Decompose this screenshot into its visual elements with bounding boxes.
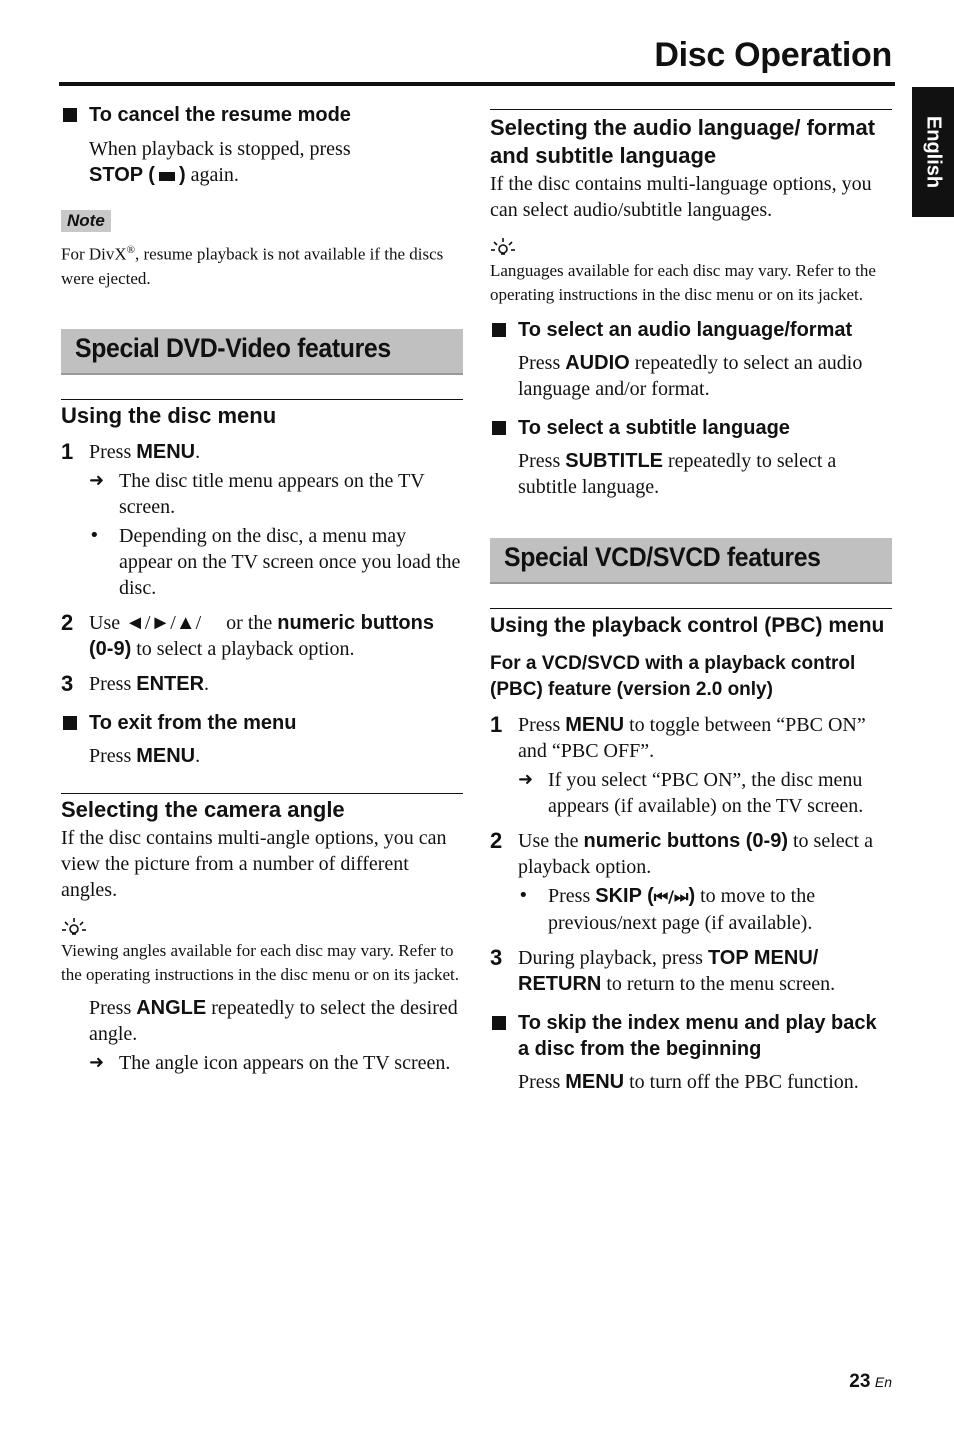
tip-icon	[61, 917, 463, 937]
note-text: For DivX®, resume playback is not available if the discs were ejected.	[61, 244, 444, 288]
square-bullet-icon	[492, 1016, 506, 1030]
audio-language-intro: If the disc contains multi-language options, you can select audio/subtitle languages.	[490, 173, 872, 221]
cancel-resume-text: When playback is stopped, press STOP ( ) again.	[89, 138, 351, 186]
bullet-icon: •	[89, 524, 100, 546]
audio-language-tip: Languages available for each disc may vary. Refer to the operating instructions in the disc menu or on its jacket.	[490, 261, 876, 304]
pbc-step-1-result: ➜ If you select “PBC ON”, the disc menu appears (if available) on the TV screen.	[518, 769, 864, 817]
camera-angle-heading: Selecting the camera angle	[61, 793, 463, 823]
pbc-step-2: 2 Use the numeric buttons (0-9) to select a playback option.	[490, 828, 873, 878]
pbc-step-2-skip: • Press SKIP (⏮/⏭) to move to the previous/next page (if available).	[518, 885, 816, 934]
camera-angle-result: ➜ The angle icon appears on the TV screen.	[89, 1051, 451, 1074]
disc-menu-step-3: 3 Press ENTER.	[61, 670, 210, 696]
square-bullet-icon	[63, 108, 77, 122]
language-tab-label: English	[922, 115, 945, 189]
right-column	[490, 109, 892, 1095]
exit-menu-heading: To exit from the menu	[61, 710, 463, 736]
subtitle-text: Press SUBTITLE repeatedly to select a subtitle language.	[518, 450, 837, 498]
square-bullet-icon	[492, 323, 506, 337]
section-vcd-svcd-title: Special VCD/SVCD features	[504, 542, 821, 572]
section-dvd-video-title: Special DVD-Video features	[75, 332, 391, 363]
disc-menu-heading: Using the disc menu	[61, 399, 463, 429]
disc-menu-step-1-result: ➜ The disc title menu appears on the TV screen.	[89, 469, 425, 518]
camera-angle-tip: Viewing angles available for each disc may vary. Refer to the operating instructions in the disc menu or on its jacket.	[61, 940, 459, 984]
note-box	[61, 210, 463, 232]
subtitle-heading: To select a subtitle language	[490, 415, 892, 441]
section-vcd-svcd-band	[490, 538, 892, 584]
audio-format-text: Press AUDIO repeatedly to select an audio language and/or format.	[518, 352, 863, 400]
left-column	[61, 100, 463, 1076]
pbc-menu-subheading: For a VCD/SVCD with a playback control (PBC) feature (version 2.0 only)	[490, 653, 856, 700]
arrow-icon: ➜	[518, 769, 534, 790]
page-number: 23 En	[849, 1371, 892, 1392]
audio-format-heading: To select an audio language/format	[490, 317, 892, 343]
skip-index-heading: To skip the index menu and play back a disc from the beginning	[490, 1010, 892, 1062]
page-title: Disc Operation	[654, 36, 892, 74]
pbc-step-3: 3 During playback, press TOP MENU/ RETURN to return to the menu screen.	[490, 945, 836, 995]
cancel-resume-heading: To cancel the resume mode	[61, 102, 463, 128]
language-tab	[912, 87, 954, 217]
exit-menu-text: Press MENU.	[89, 744, 201, 767]
tip-icon	[490, 237, 892, 257]
disc-menu-step-1: 1 Press MENU.	[61, 438, 201, 464]
skip-index-text: Press MENU to turn off the PBC function.	[518, 1071, 859, 1093]
audio-language-heading: Selecting the audio language/ format and subtitle language	[490, 109, 892, 170]
section-dvd-video-band	[61, 329, 463, 375]
camera-angle-press: Press ANGLE repeatedly to select the desired angle.	[89, 996, 458, 1045]
bullet-icon: •	[518, 885, 529, 906]
disc-menu-step-1-bullet: • Depending on the disc, a menu may appear on the TV screen once you load the disc.	[89, 524, 461, 599]
square-bullet-icon	[492, 421, 506, 435]
square-bullet-icon	[63, 716, 77, 730]
note-label: Note	[61, 210, 111, 232]
disc-menu-step-2: 2 Use ◄/►/▲/ or the numeric buttons (0-9) to select a playback option.	[61, 609, 434, 660]
title-rule	[59, 82, 895, 86]
stop-icon	[159, 172, 175, 181]
camera-angle-intro: If the disc contains multi-angle options, you can view the picture from a number of different angles.	[61, 826, 447, 901]
arrow-icon: ➜	[89, 469, 105, 491]
pbc-menu-heading: Using the playback control (PBC) menu	[490, 608, 892, 639]
arrow-icon: ➜	[89, 1051, 105, 1073]
pbc-step-1: 1 Press MENU to toggle between “PBC ON” and “PBC OFF”.	[490, 712, 866, 762]
skip-prev-next-icon: ⏮/⏭	[653, 887, 689, 906]
